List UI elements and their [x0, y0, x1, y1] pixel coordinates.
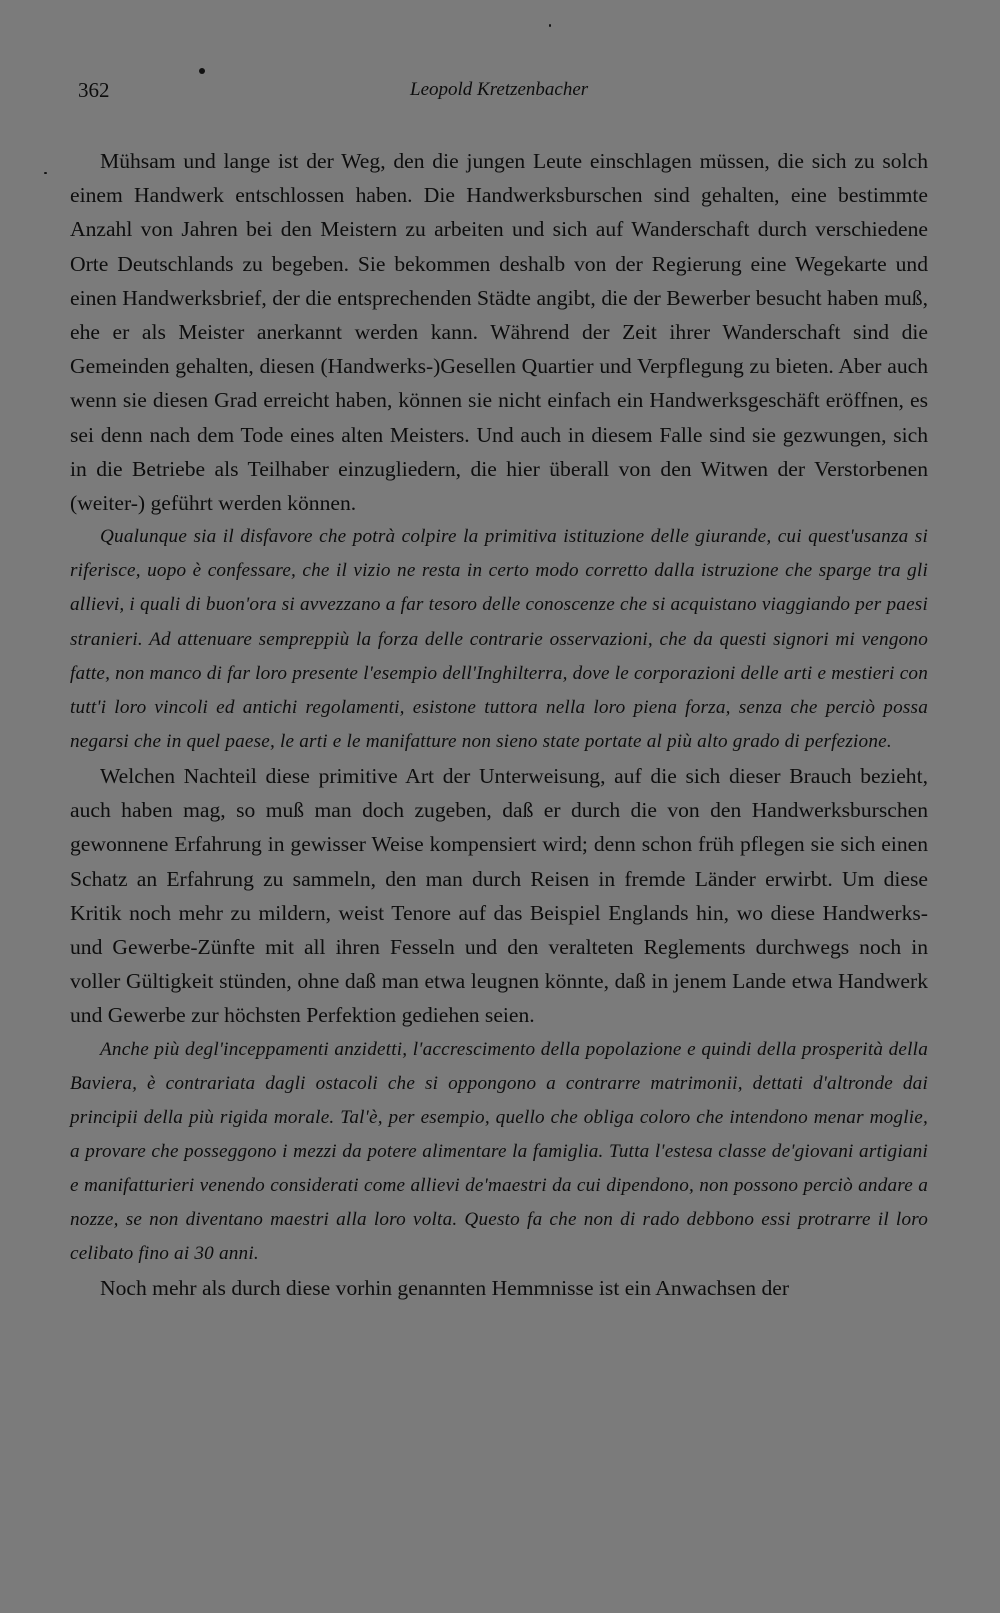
german-paragraph: Noch mehr als durch diese vorhin genannten Hemmnisse ist ein Anwachsen der: [100, 1276, 790, 1301]
german-paragraph: Mühsam und lange ist der Weg, den die jungen Leute einschlagen müssen, die sich zu solch einem Handwerk entschlossen haben. Die Handwerksburschen sind gehalten, eine bestimmte Anzahl von Jahren bei den Meistern zu arbeiten und sich auf Wanderschaft durch verschiedene Orte Deutschlands zu begeben. Sie bekommen deshalb von der Regierung eine Wegekarte und einen Handwerksbrief, der die entsprechenden Städte angibt, die der Bewerber besucht haben muß, ehe er als Meister anerkannt werden kann. Während der Zeit ihrer Wanderschaft sind die Gemeinden gehalten, diesen (Handwerks-)Gesellen Quartier und Verpflegung zu bieten. Aber auch wenn sie diesen Grad erreicht haben, können sie nicht einfach ein Handwerksgeschäft eröffnen, es sei denn nach dem Tode eines alten Meisters. Und auch in diesem Falle sind sie gezwungen, sich in die Betriebe als Teilhaber einzugliedern, die hier überall von den Witwen der Verstorbenen (weiter-) geführt werden können.: [70, 149, 928, 516]
italian-quotation: Anche più degl'inceppamenti anzidetti, l'accrescimento della popolazione e quindi della prosperità della Baviera, è contrariata dagli ostacoli che si oppongono a contrarre matrimonii, dettati d'altronde dai principii della più rigida morale. Tal'è, per esempio, quello che obliga coloro che intendono menar moglie, a provare che posseggono i mezzi da potere alimentare la famiglia. Tutta l'estesa classe de'giovani artigiani e manifatturieri venendo considerati come allievi de'maestri da cui dipendono, non possono perciò andare a nozze, se non diventano maestri alla loro volta. Questo fa che non di rado debbono essi protrarre il loro celibato fino ai 30 anni.: [70, 1038, 928, 1265]
running-title: Leopold Kretzenbacher: [410, 79, 589, 100]
german-paragraph: Welchen Nachteil diese primitive Art der Unterweisung, auf die sich dieser Brauch bezieht, auch haben mag, so muß man doch zugeben, daß er durch die von den Handwerksburschen gewonnene Erfahrung in gewisser Weise kompensiert wird; denn schon früh pflegen sie sich einen Schatz an Erfahrung zu sammeln, den man durch Reisen in fremde Länder erwirbt. Um diese Kritik noch mehr zu mildern, weist Tenore auf das Beispiel Englands hin, wo diese Handwerks- und Gewerbe-Zünfte mit all ihren Fesseln und den veralteten Reglements durchwegs noch in voller Gültigkeit stünden, ohne daß man etwa leugnen könnte, daß in jenem Lande etwa Handwerk und Gewerbe zur höchsten Perfektion gediehen seien.: [70, 763, 928, 1028]
scan-speck: [549, 24, 551, 27]
page-number: 362: [78, 78, 110, 102]
scan-speck: [199, 68, 205, 74]
running-header: [74, 76, 930, 110]
body-text: [70, 144, 928, 1305]
scan-speck: [44, 172, 47, 174]
italian-quotation: Qualunque sia il disfavore che potrà colpire la primitiva istituzione delle giurande, cui quest'usanza si riferisce, uopo è confessare, che il vizio ne resta in certo modo corretto dalla istruzione che sparge tra gli allievi, i quali di buon'ora si avvezzano a far tesoro delle conoscenze che si acquistano viaggiando per paesi stranieri. Ad attenuare sempreppiù la forza delle contrarie osservazioni, che da questi signori mi vengono fatte, non manco di far loro presente l'esempio dell'Inghilterra, dove le corporazioni delle arti e mestieri con tutt'i loro vincoli ed antichi regolamenti, esistone tuttora nella loro piena forza, senza che perciò possa negarsi che in quel paese, le arti e le manifatture non sieno state portate al più alto grado di perfezione.: [70, 526, 928, 752]
